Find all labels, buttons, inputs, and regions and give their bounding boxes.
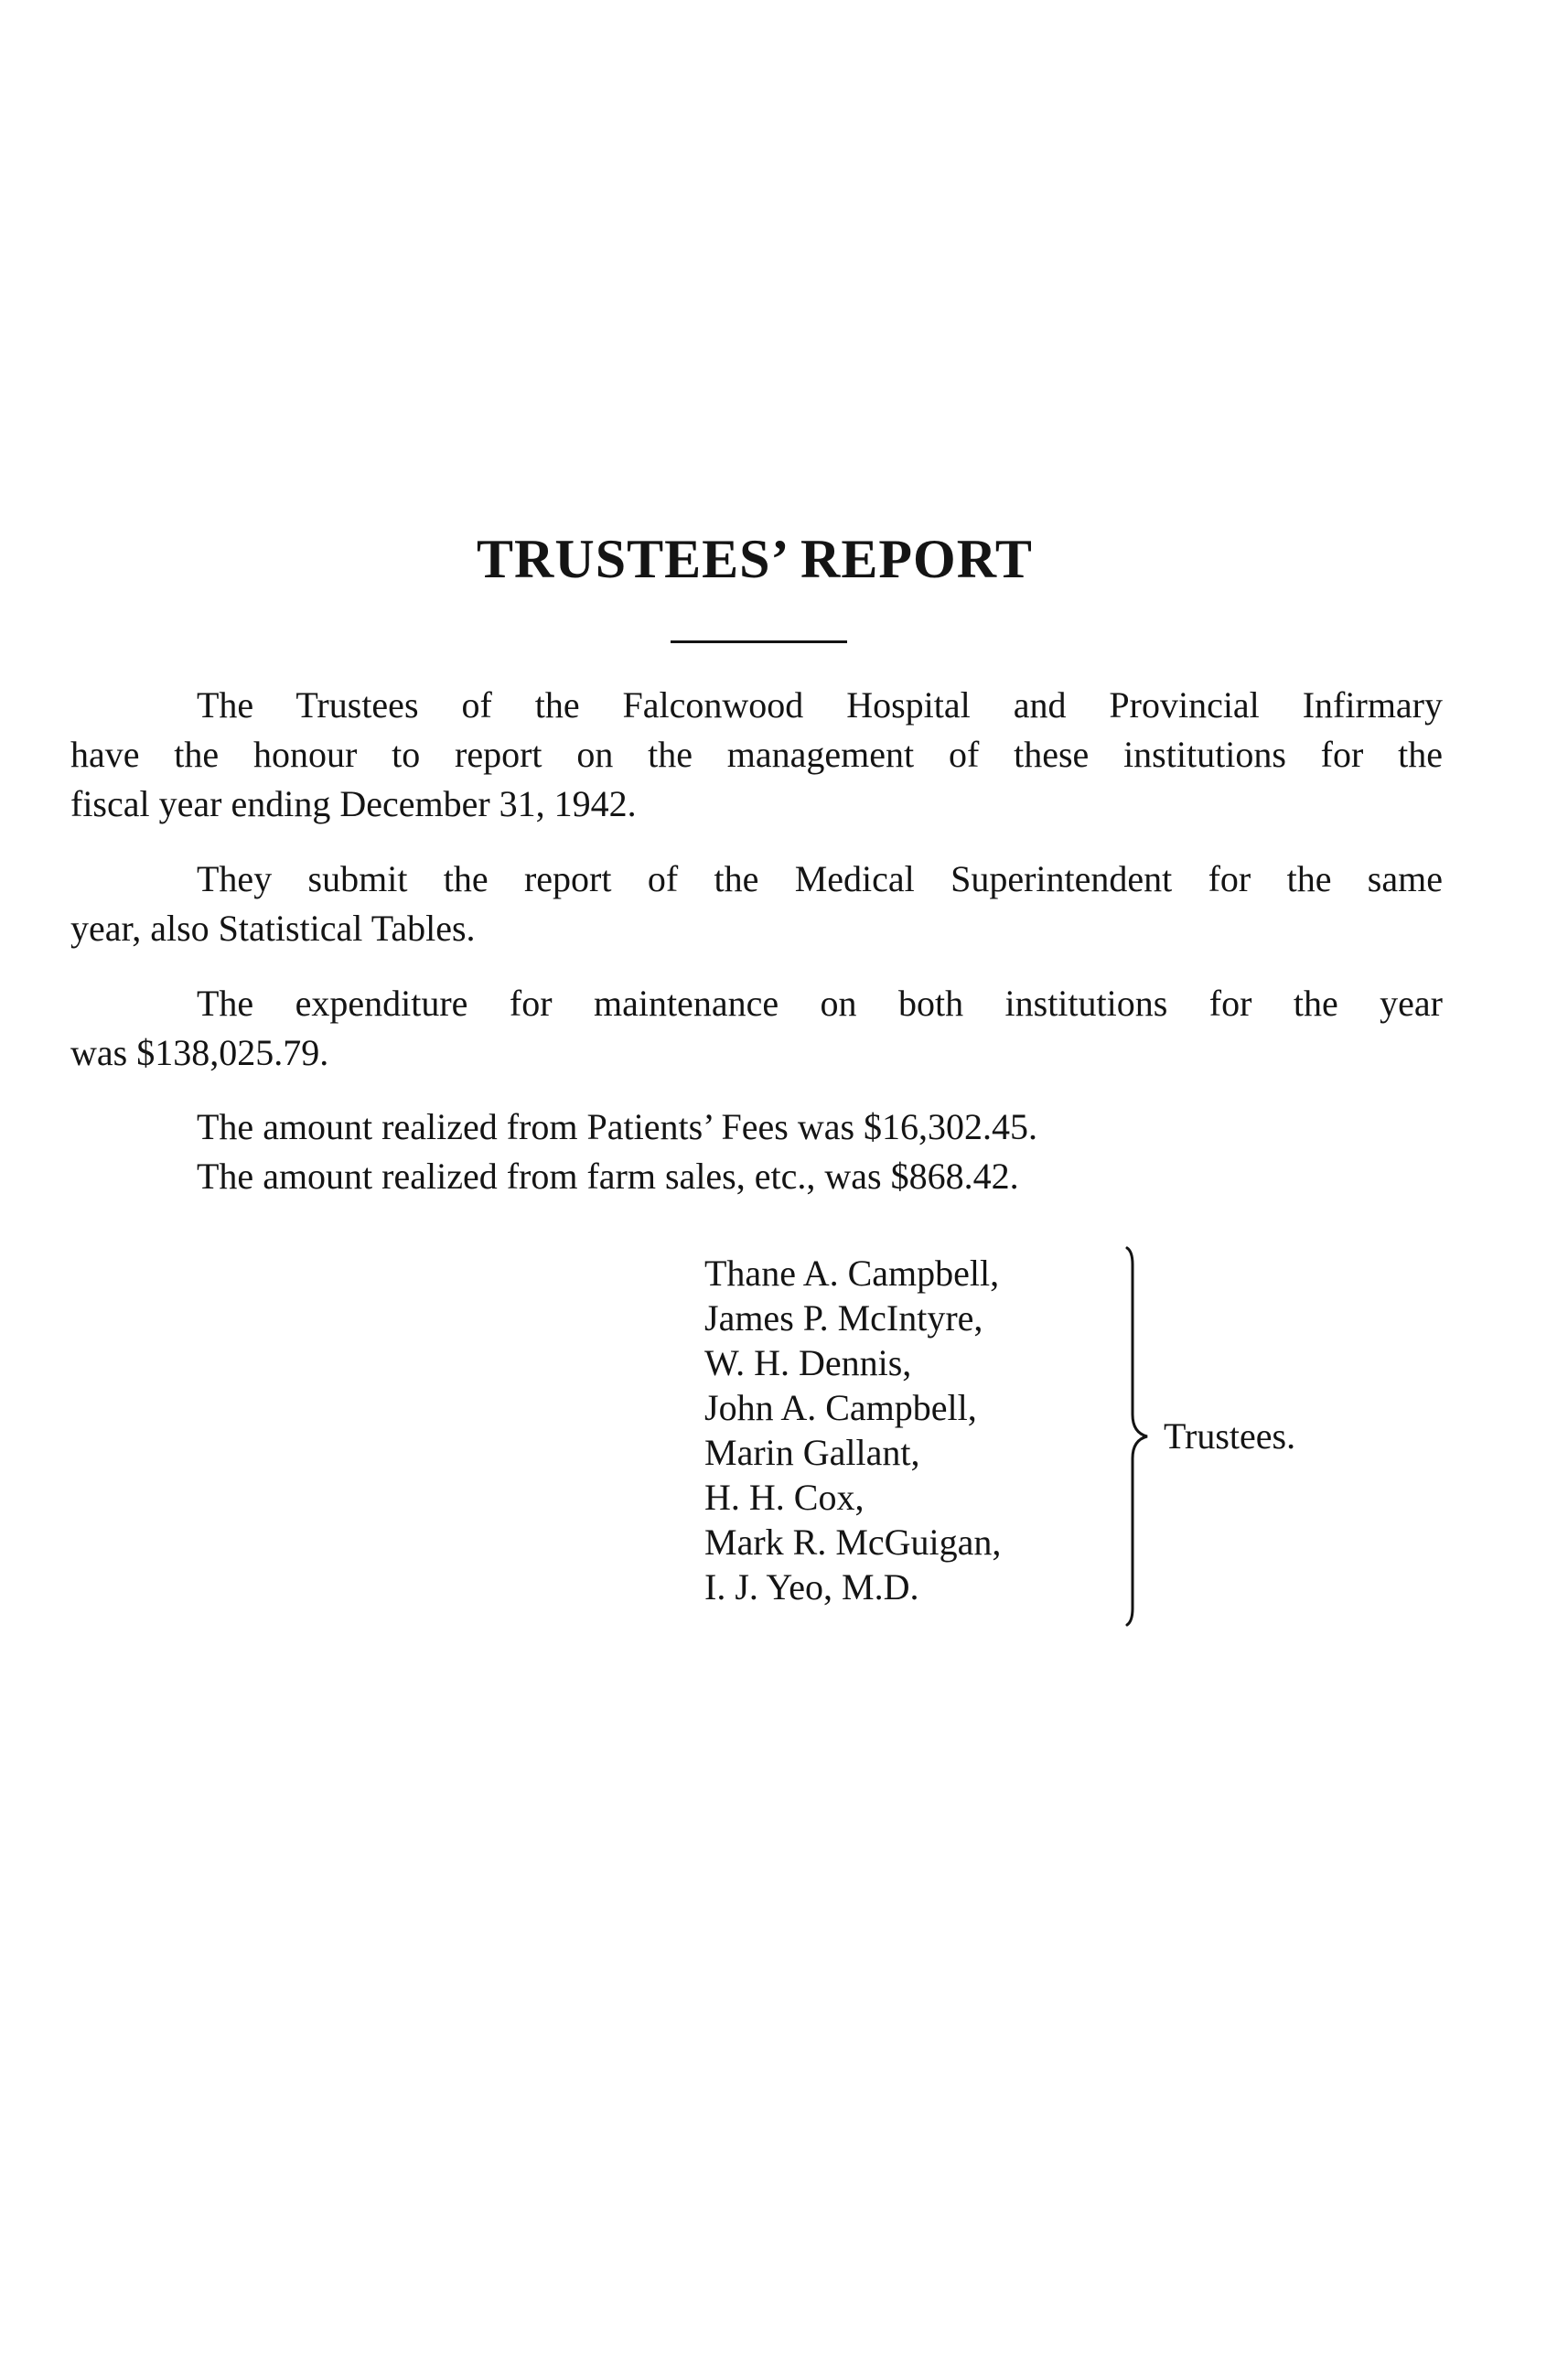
signatory-name: W. H. Dennis, bbox=[704, 1342, 912, 1383]
title-divider bbox=[671, 640, 847, 643]
paragraph-trustees-intro bbox=[70, 681, 1443, 829]
curly-brace-icon bbox=[1123, 1244, 1160, 1629]
paragraph-line: The expenditure for maintenance on both institutions for the year bbox=[197, 983, 1443, 1024]
signatory-name: Thane A. Campbell, bbox=[704, 1253, 1000, 1294]
paragraph-line: have the honour to report on the management of these institutions for the bbox=[70, 734, 1443, 775]
paragraph-line: year, also Statistical Tables. bbox=[70, 908, 476, 949]
paragraph-line: was $138,025.79. bbox=[70, 1032, 329, 1073]
paragraph-superintendent-report bbox=[70, 855, 1443, 953]
paragraph-revenue bbox=[70, 1102, 1443, 1201]
paragraph-line: The amount realized from farm sales, etc., was $868.42. bbox=[197, 1156, 1019, 1197]
signatory-name: I. J. Yeo, M.D. bbox=[704, 1566, 919, 1608]
paragraph-expenditure bbox=[70, 979, 1443, 1078]
paragraph-line: They submit the report of the Medical Superintendent for the same bbox=[197, 858, 1443, 899]
signatory-name: Mark R. McGuigan, bbox=[704, 1522, 1002, 1563]
page-title: TRUSTEES’ REPORT bbox=[477, 529, 1033, 589]
signatory-name: H. H. Cox, bbox=[704, 1477, 865, 1518]
signatory-name: John A. Campbell, bbox=[704, 1387, 977, 1428]
paragraph-line: The Trustees of the Falconwood Hospital and Provincial Infirmary bbox=[197, 684, 1443, 726]
signatory-list bbox=[704, 1251, 1001, 1609]
paragraph-line: The amount realized from Patients’ Fees was $16,302.45. bbox=[197, 1106, 1038, 1147]
paragraph-line: fiscal year ending December 31, 1942. bbox=[70, 783, 637, 824]
signatory-name: Marin Gallant, bbox=[704, 1432, 920, 1473]
signatory-name: James P. McIntyre, bbox=[704, 1297, 983, 1339]
signatories-role: Trustees. bbox=[1164, 1415, 1296, 1457]
